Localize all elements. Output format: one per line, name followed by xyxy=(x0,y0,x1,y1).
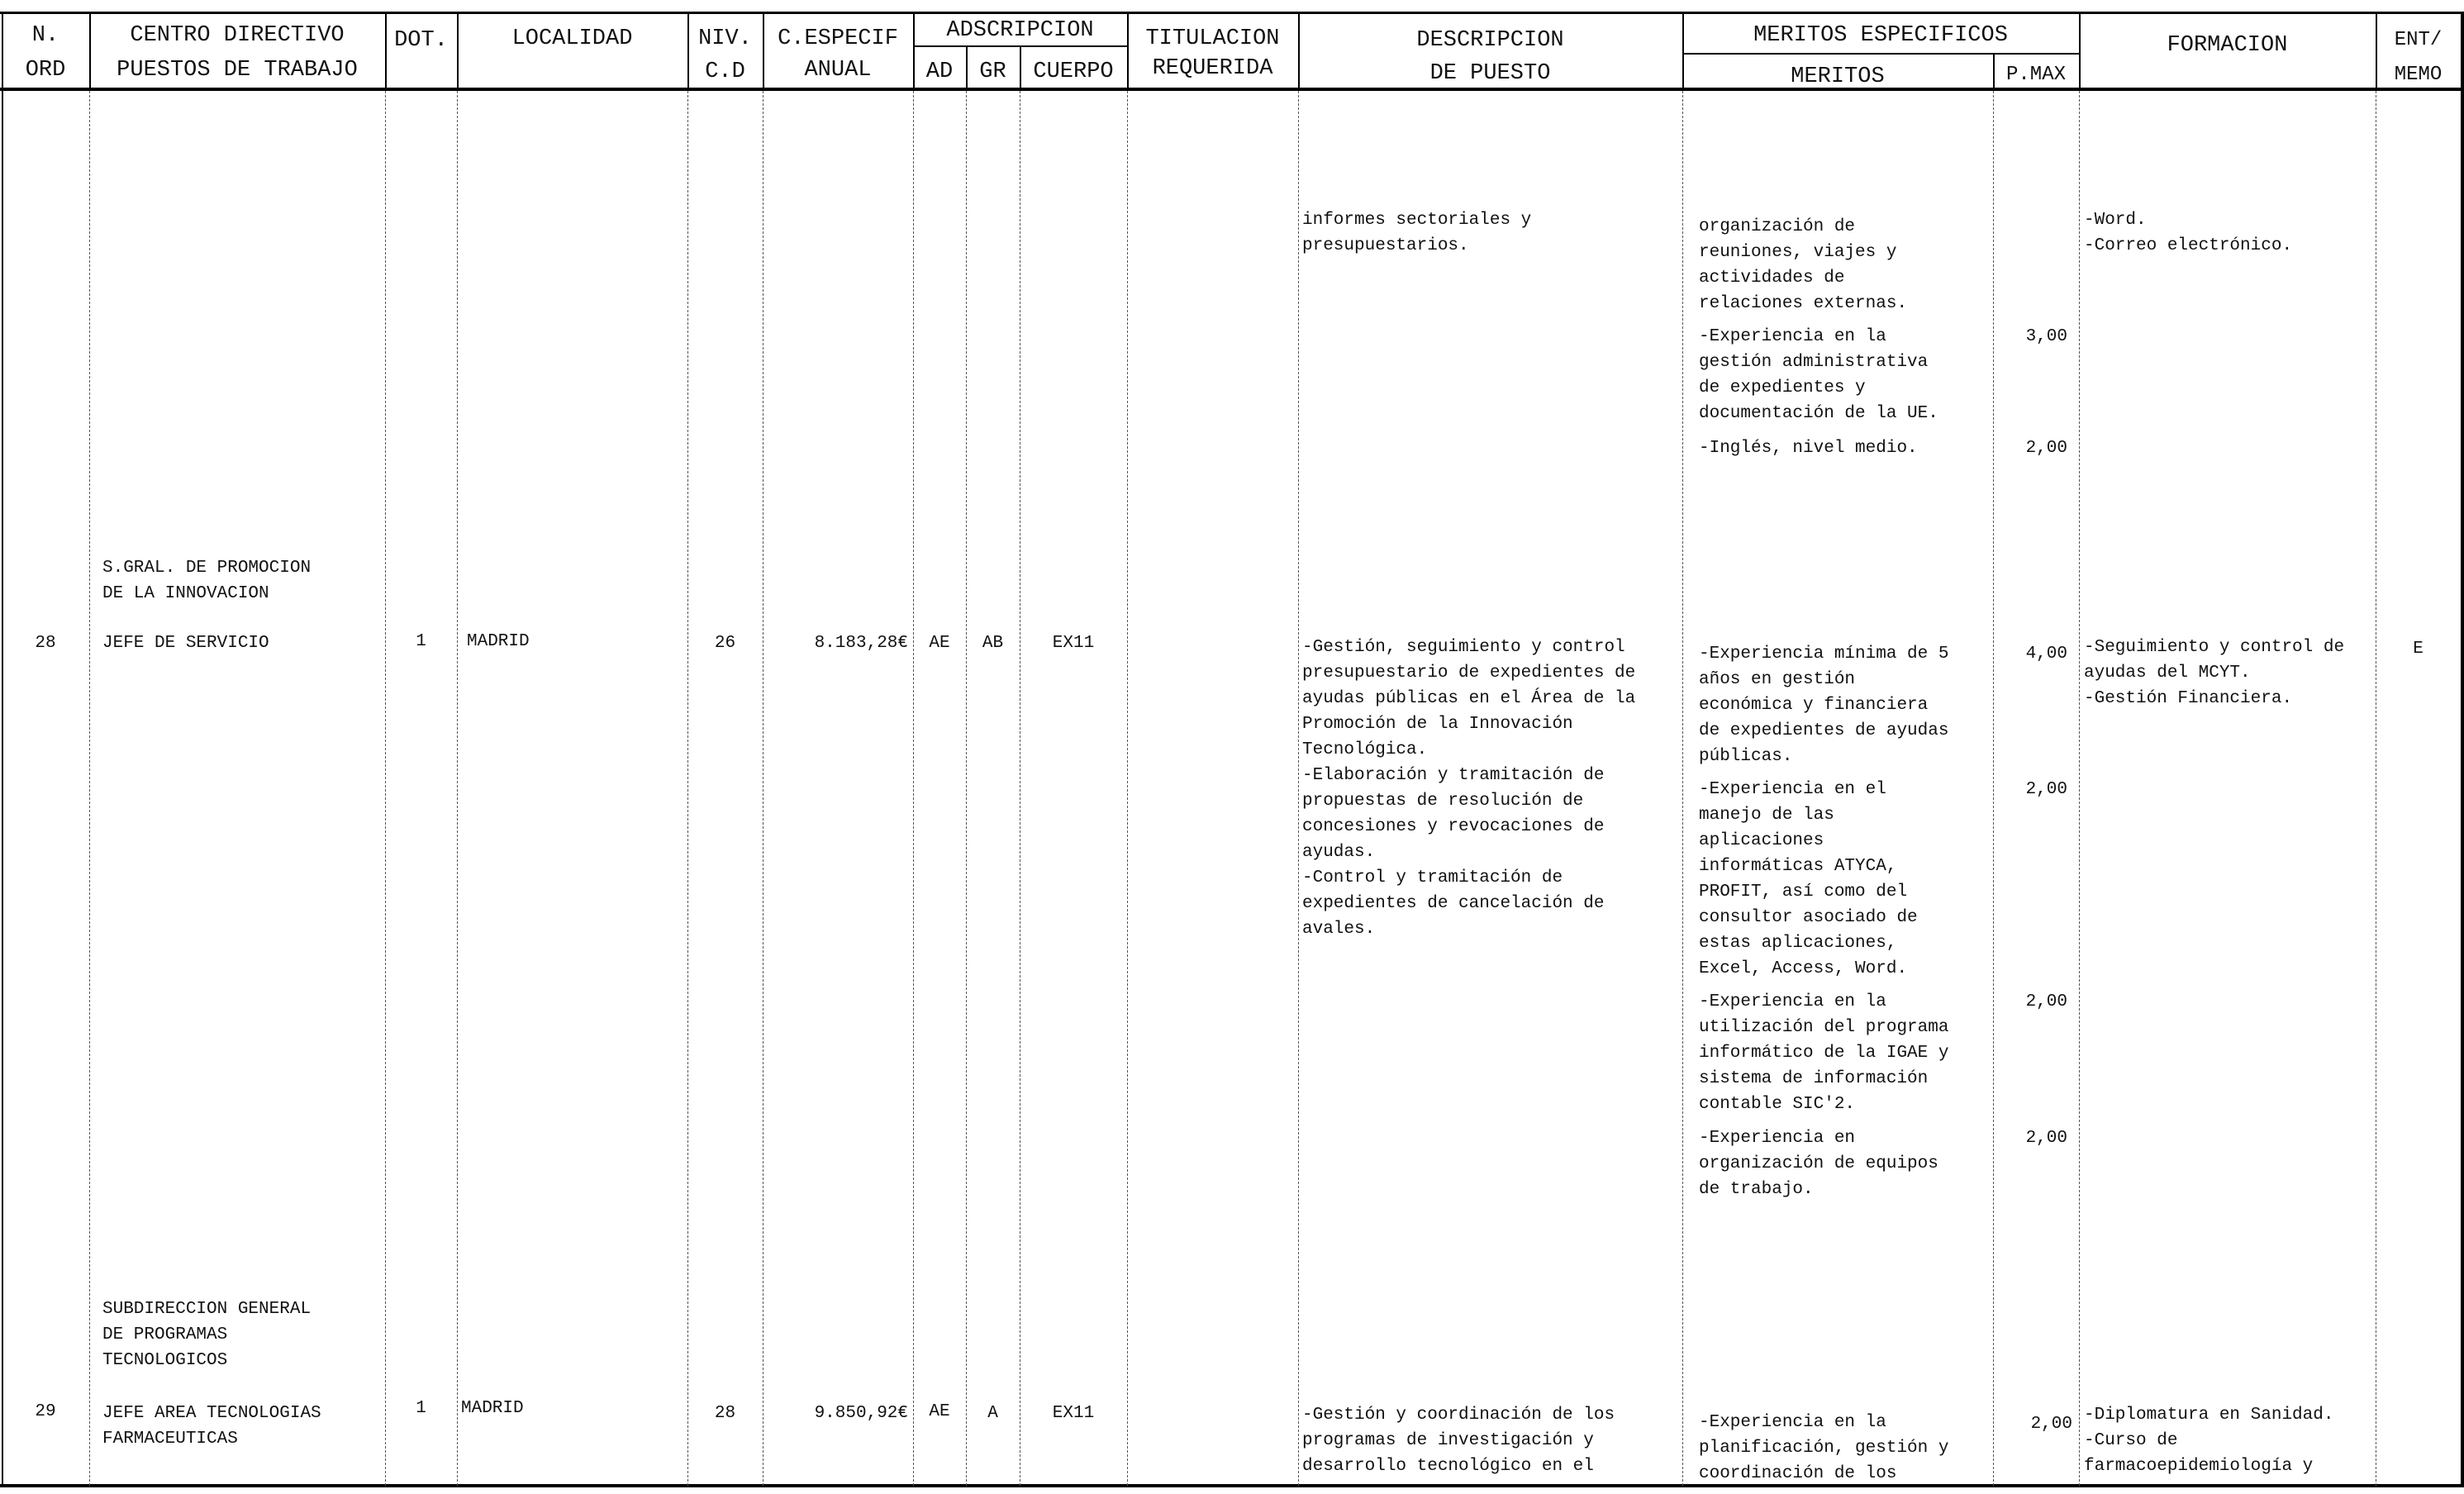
body-col-line xyxy=(457,91,458,1486)
body-col-line xyxy=(89,91,90,1486)
continuation-merito-points: 3,00 xyxy=(2025,327,2067,346)
header-localidad: LOCALIDAD xyxy=(511,26,633,51)
continuation-descripcion: informes sectoriales y presupuestarios. xyxy=(1302,211,1532,255)
header-pmax: P.MAX xyxy=(2005,64,2066,86)
header-descripcion: DESCRIPCION xyxy=(1416,28,1564,53)
row-merito-points: 2,00 xyxy=(2030,1415,2072,1434)
header-requerida: REQUERIDA xyxy=(1152,56,1273,81)
row-cuerpo: EX11 xyxy=(1052,634,1095,653)
row-merito: -Experiencia en organización de equipos de trabajo. xyxy=(1699,1129,1938,1199)
header-bottom-border xyxy=(0,88,2464,91)
body-col-line xyxy=(385,91,386,1486)
row-merito-points: 2,00 xyxy=(2025,992,2067,1011)
row-localidad: MADRID xyxy=(467,632,530,651)
body-col-line xyxy=(913,91,914,1486)
row-centro-directivo: SUBDIRECCION GENERAL DE PROGRAMAS TECNOLOGICOS xyxy=(102,1300,312,1370)
header-meritos-especificos: MERITOS ESPECIFICOS xyxy=(1753,23,2008,48)
table-top-border xyxy=(0,12,2464,14)
row-merito-points: 4,00 xyxy=(2025,645,2067,664)
row-n-ord: 28 xyxy=(35,634,56,653)
header-centro-directivo: CENTRO DIRECTIVO xyxy=(130,23,345,48)
body-col-line xyxy=(1298,91,1299,1486)
row-puesto: JEFE DE SERVICIO xyxy=(102,634,269,653)
row-merito: -Experiencia mínima de 5 años en gestión económica y financiera de expedientes de ayudas públicas. xyxy=(1699,645,1949,766)
row-descripcion: -Gestión y coordinación de los programas de investigación y desarrollo tecnológico en el xyxy=(1302,1406,1615,1476)
row-dot: 1 xyxy=(416,632,426,651)
header-titulacion: TITULACION xyxy=(1145,26,1280,51)
header-puestos-trabajo: PUESTOS DE TRABAJO xyxy=(117,58,358,83)
continuation-formacion: -Word. -Correo electrónico. xyxy=(2084,211,2293,255)
header-gr: GR xyxy=(979,59,1006,84)
row-localidad: MADRID xyxy=(461,1399,524,1418)
row-c-especif: 9.850,92€ xyxy=(814,1404,908,1423)
row-gr: AB xyxy=(982,634,1004,653)
row-merito-points: 2,00 xyxy=(2025,1129,2067,1148)
body-col-line xyxy=(2079,91,2080,1486)
row-dot: 1 xyxy=(416,1399,426,1418)
header-col-line xyxy=(457,12,459,91)
body-right-border xyxy=(2461,91,2464,1486)
header-anual: ANUAL xyxy=(804,58,872,83)
row-merito: -Experiencia en la planificación, gestión y coordinación de los xyxy=(1699,1413,1949,1483)
header-cd: C.D xyxy=(705,59,745,84)
body-col-line xyxy=(966,91,967,1486)
header-dot: DOT. xyxy=(394,28,448,53)
header-cuerpo: CUERPO xyxy=(1033,59,1114,84)
header-de-puesto: DE PUESTO xyxy=(1429,61,1551,86)
header-n: N. xyxy=(31,23,59,48)
body-left-border xyxy=(2,91,3,1486)
header-ad: AD xyxy=(925,59,954,84)
header-c-especif: C.ESPECIF xyxy=(778,26,898,51)
header-ent: ENT/ xyxy=(2394,29,2443,51)
row-merito: -Experiencia en la utilización del programa informático de la IGAE y sistema de información contable SIC'2. xyxy=(1699,992,1949,1114)
row-merito: -Experiencia en el manejo de las aplicaciones informáticas ATYCA, PROFIT, así como del consultor asociado de estas aplicaciones, Excel, Access, Word. xyxy=(1699,780,1918,978)
body-col-line xyxy=(687,91,688,1486)
row-niv: 28 xyxy=(714,1404,736,1423)
header-subdivider-meritos xyxy=(1682,53,2079,55)
row-descripcion: -Gestión, seguimiento y control presupuestario de expedientes de ayudas públicas en el Área de la Promoción de la Innovación Tecnológica. -Elaboración y tramitación de propuestas de resolución de concesiones y revocaciones de ayudas. -Control y tramitación de expedientes de cancelación de avales. xyxy=(1302,638,1636,939)
header-niv-label: NIV. xyxy=(698,26,752,51)
body-col-line xyxy=(1682,91,1683,1486)
body-col-line xyxy=(1127,91,1128,1486)
header-col-line xyxy=(2461,12,2464,91)
row-ad: AE xyxy=(929,1402,950,1421)
header-meritos: MERITOS xyxy=(1791,64,1885,89)
row-cuerpo: EX11 xyxy=(1052,1404,1095,1423)
header-formacion: FORMACION xyxy=(2167,33,2288,58)
row-formacion: -Seguimiento y control de ayudas del MCYT. -Gestión Financiera. xyxy=(2084,638,2345,708)
row-puesto: JEFE AREA TECNOLOGIAS FARMACEUTICAS xyxy=(102,1404,321,1449)
row-centro-directivo: S.GRAL. DE PROMOCION DE LA INNOVACION xyxy=(102,559,312,603)
row-merito-points: 2,00 xyxy=(2025,780,2067,799)
row-formacion: -Diplomatura en Sanidad. -Curso de farmacoepidemiología y xyxy=(2084,1406,2334,1476)
continuation-merito: organización de reuniones, viajes y actividades de relaciones externas. xyxy=(1699,217,1908,313)
continuation-merito: -Inglés, nivel medio. xyxy=(1699,439,1918,458)
row-ent-memo: E xyxy=(2413,640,2424,659)
row-niv: 26 xyxy=(714,634,736,653)
continuation-merito-points: 2,00 xyxy=(2025,439,2067,458)
header-ord: ORD xyxy=(25,58,66,83)
table-bottom-border xyxy=(0,1484,2464,1487)
row-gr: A xyxy=(987,1404,998,1423)
continuation-merito: -Experiencia en la gestión administrativa de expedientes y documentación de la UE. xyxy=(1699,327,1938,423)
row-ad: AE xyxy=(929,634,950,653)
header-memo: MEMO xyxy=(2394,64,2443,86)
row-n-ord: 29 xyxy=(35,1402,56,1421)
header-adscripcion: ADSCRIPCION xyxy=(946,18,1094,43)
row-c-especif: 8.183,28€ xyxy=(814,634,908,653)
